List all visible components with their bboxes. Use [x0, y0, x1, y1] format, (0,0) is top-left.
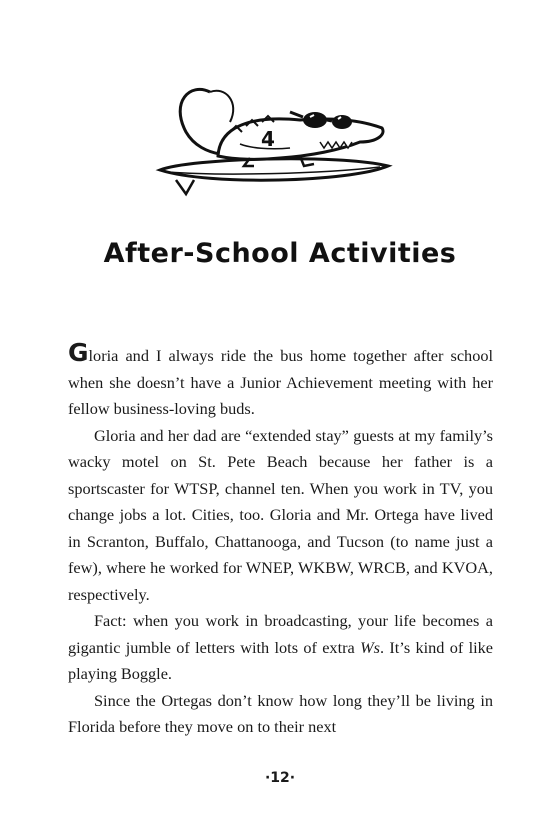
drop-cap: G [68, 338, 89, 367]
paragraph-3-tail: . It’s kind of like playing Boggle. [68, 637, 494, 683]
paragraph-3-italic: Ws [360, 637, 380, 657]
paragraph-1 [68, 338, 493, 423]
page-number: ·12· [264, 770, 296, 786]
alligator-surfboard-icon [150, 62, 400, 212]
body-text [68, 338, 494, 741]
paragraph-1-text: loria and I always ride the bus home together after school when she doesn’t have a Junior Achievement meeting with her fellow business-loving buds. [68, 346, 493, 418]
chapter-title: After-School Activities [103, 238, 457, 269]
chapter-number: 4 [261, 127, 275, 151]
paragraph-4: Since the Ortegas don’t know how long they’ll be living in Florida before they move on to their next [68, 690, 493, 736]
paragraph-2: Gloria and her dad are “extended stay” guests at my family’s wacky motel on St. Pete Beach because her father is a sportscaster for WTSP, channel ten. When you work in TV, you change jobs a lot. Cities, too. Gloria and Mr. Ortega have lived in Scranton, Buffalo, Chattanooga, and Tucson (to name just a few), where he worked for WNEP, WKBW, WRCB, and KVOA, respectively. [68, 425, 493, 604]
paragraph-3-text: Fact: when you work in broadcasting, your life becomes a gigantic jumble of letters with lots of extra [68, 611, 493, 657]
paragraph-3 [68, 608, 493, 688]
